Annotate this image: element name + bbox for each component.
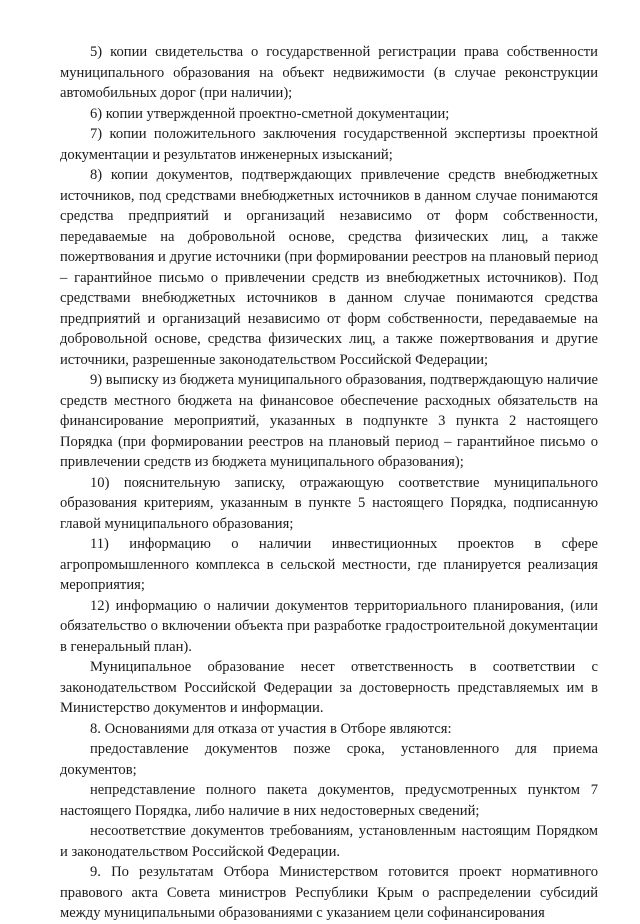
paragraph-section-9: 9. По результатам Отбора Министерством готовится проект нормативного правового акта Совета министров Республики Крым о распределении субсидий между муниципальными образованиями с указанием цели софинансирования bbox=[60, 864, 598, 921]
paragraph-item-6: 6) копии утвержденной проектно-сметной документации; bbox=[90, 105, 450, 122]
paragraph-item-8: 8) копии документов, подтверждающих привлечение средств внебюджетных источников, под средствами внебюджетных источников в данном случае понимаются средства предприятий и организаций независимо от форм собственности, передаваемые на добровольной основе, средства физических лиц, а также пожертвования и другие источники (при формировании реестров на плановый период – гарантийное письмо о привлечении средств из внебюджетных источников). Под средствами внебюджетных источников в данном случае понимаются средства предприятий и организаций независимо от форм собственности, передаваемые на добровольной основе, средства физических лиц, а также пожертвования и другие источники, разрешенные законодательством Российской Федерации; bbox=[60, 167, 598, 368]
paragraph-item-12: 12) информацию о наличии документов территориального планирования, (или обязательство о включении объекта при разработке градостроительной документации в генеральный план). bbox=[60, 597, 598, 655]
paragraph-responsibility: Муниципальное образование несет ответственность в соответствии с законодательством Российской Федерации за достоверность представляемых им в Министерство документов и информации. bbox=[60, 659, 598, 716]
document-page bbox=[60, 42, 598, 924]
paragraph-item-10: 10) пояснительную записку, отражающую соответствие муниципального образования критериям, указанным в пункте 5 настоящего Порядка, подписанную главой муниципального образования; bbox=[60, 474, 598, 532]
paragraph-item-7: 7) копии положительного заключения государственной экспертизы проектной документации и результатов инженерных изысканий; bbox=[60, 126, 598, 163]
paragraph-refusal-incomplete: непредставление полного пакета документов, предусмотренных пунктом 7 настоящего Порядка, либо наличие в них недостоверных сведений; bbox=[60, 782, 598, 819]
paragraph-item-9: 9) выписку из бюджета муниципального образования, подтверждающую наличие средств местного бюджета на финансовое обеспечение расходных обязательств на финансирование мероприятий, указанных в подпункте 3 пункта 2 настоящего Порядка (при формировании реестров на плановый период – гарантийное письмо о привлечении средств из бюджета муниципального образования); bbox=[60, 372, 598, 470]
paragraph-item-5: 5) копии свидетельства о государственной регистрации права собственности муниципального образования на объект недвижимости (в случае реконструкции автомобильных дорог (при наличии); bbox=[60, 44, 598, 101]
paragraph-item-11: 11) информацию о наличии инвестиционных проектов в сфере агропромышленного комплекса в сельской местности, где планируется реализация мероприятия; bbox=[60, 536, 598, 593]
paragraph-refusal-late: предоставление документов позже срока, установленного для приема документов; bbox=[60, 741, 598, 778]
paragraph-refusal-noncompliance: несоответствие документов требованиям, установленным настоящим Порядком и законодательством Российской Федерации. bbox=[60, 823, 598, 860]
paragraph-section-8-heading: 8. Основаниями для отказа от участия в Отборе являются: bbox=[90, 720, 452, 737]
